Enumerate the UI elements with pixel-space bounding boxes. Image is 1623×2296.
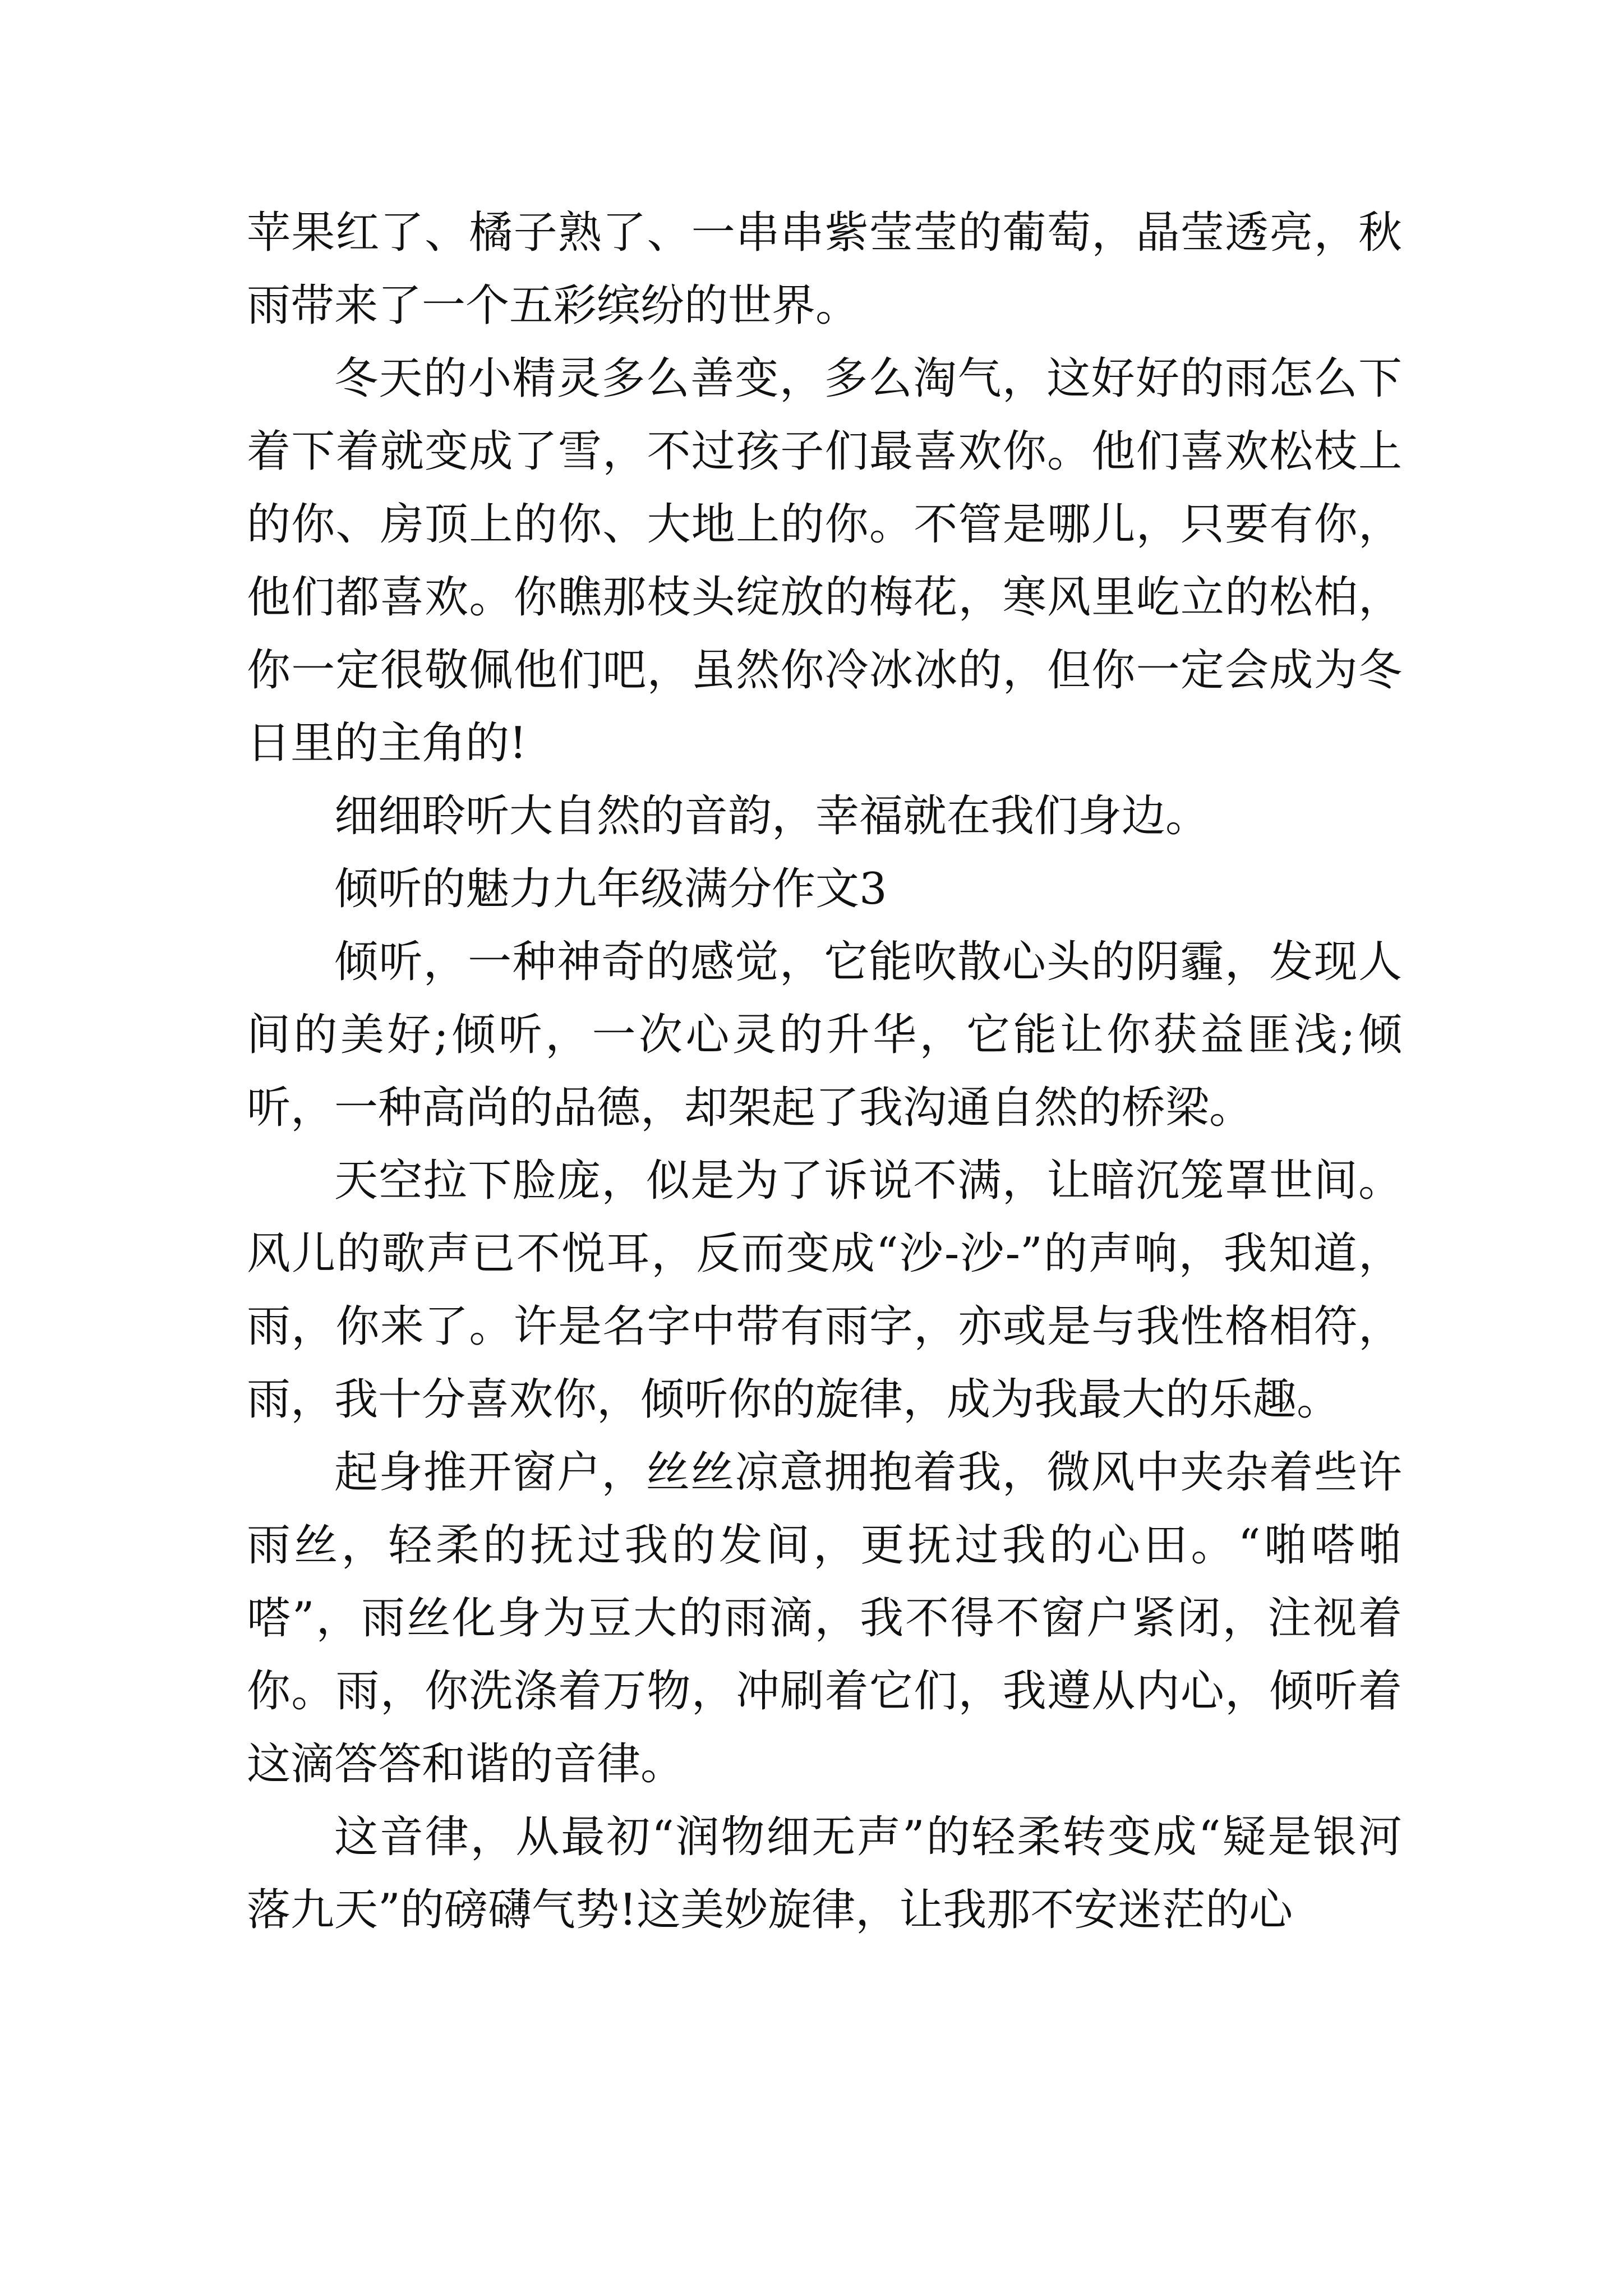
essay-title: 倾听的魅力九年级满分作文3 [334,864,887,914]
paragraph: 倾听，一种神奇的感觉，它能吹散心头的阴霾，发现人间的美好;倾听，一次心灵的升华，它能让你获益匪浅;倾听，一种高尚的品德，却架起了我沟通自然的桥梁。 [247,937,1402,1133]
paragraph: 细细聆听大自然的音韵，幸福就在我们身边。 [334,791,1210,841]
paragraph: 冬天的小精灵多么善变，多么淘气，这好好的雨怎么下着下着就变成了雪，不过孩子们最喜欢你。他们喜欢松枝上的你、房顶上的你、大地上的你。不管是哪儿，只要有你，他们都喜欢。你瞧那枝头绽放的梅花，寒风里屹立的松柏，你一定很敬佩他们吧，虽然你冷冰冰的，但你一定会成为冬日里的主角的! [247,353,1402,769]
paragraph: 苹果红了、橘子熟了、一串串紫莹莹的葡萄，晶莹透亮，秋雨带来了一个五彩缤纷的世界。 [247,208,1402,331]
paragraph: 天空拉下脸庞，似是为了诉说不满，让暗沉笼罩世间。风儿的歌声已不悦耳，反而变成“沙-沙-”的声响，我知道，雨，你来了。许是名字中带有雨字，亦或是与我性格相符，雨，我十分喜欢你，倾听你的旋律，成为我最大的乐趣。 [247,1156,1402,1425]
body-text [247,196,1402,1947]
paragraph: 起身推开窗户，丝丝凉意拥抱着我，微风中夹杂着些许雨丝，轻柔的抚过我的发间，更抚过我的心田。“啪嗒啪嗒”，雨丝化身为豆大的雨滴，我不得不窗户紧闭，注视着你。雨，你洗涤着万物，冲刷着它们，我遵从内心，倾听着这滴答答和谐的音律。 [247,1447,1402,1789]
paragraph: 这音律，从最初“润物细无声”的轻柔转变成“疑是银河落九天”的磅礴气势!这美妙旋律，让我那不安迷茫的心 [247,1812,1402,1935]
